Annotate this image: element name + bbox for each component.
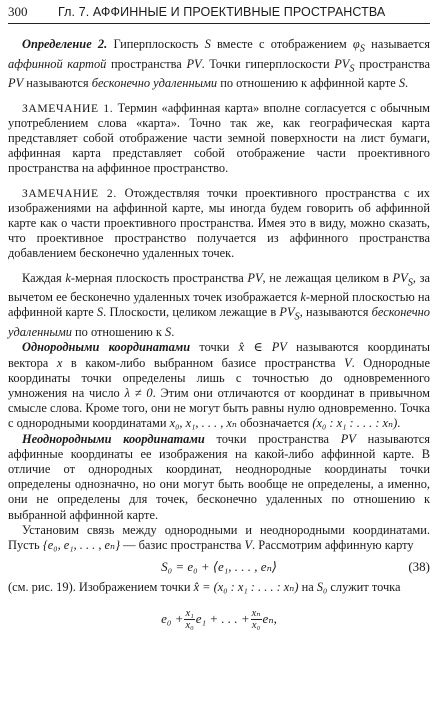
definition-2: Определение 2. Гиперплоскость S вместе с отображением $\varphi_S$ называется аффинной картой пространства PV. Точки гиперплоскости $PV_S$ пространства PV называются бесконечно удаленными по отношению к аффинной карте S. <box>8 37 430 91</box>
term-affine-map: аффинной картой <box>8 56 107 71</box>
term-homogeneous: Однородными координатами <box>22 340 191 355</box>
equation-number: (38) <box>408 559 430 575</box>
remark-2-label: ЗАМЕЧАНИЕ 2. <box>22 186 117 200</box>
fraction-xn-x0: $\frac{\text{xₙ}}{\text{x₀}}$ <box>251 607 261 631</box>
running-title: Гл. 7. АФФИННЫЕ И ПРОЕКТИВНЫЕ ПРОСТРАНСТВА <box>58 5 386 19</box>
remark-2: ЗАМЕЧАНИЕ 2. Отождествляя точки проективного пространства с их изображениями на аффинной карте, мы иногда будем говорить об аффинной карте как о части проективного пространства. Имея это в виду, можно сказать, что проективное пространство получается из аффинного пространства добавлением бесконечно удаленных точек. <box>8 185 430 261</box>
paragraph-homogeneous-coordinates: Однородными координатами точки x̂ ∈ PV называются координаты вектора x в каком-либо выбранном базисе пространства V. Однородные координаты точки определены лишь с точностью до одновременного умножения на число λ ≠ 0. Этим они отличаются от координат в привычном смысле слова. Кроме того, они не могут быть равны нулю одновременно. Точка с однородными координатами x₀, x₁, . . . , xₙ обозначается (x₀ : x₁ : . . . : xₙ). <box>8 340 431 431</box>
equation-38-body: S₀ = e₀ + ⟨e₁, . . . , eₙ⟩ <box>161 559 277 575</box>
paragraph-relation: Установим связь между однородными и неоднородными координатами. Пусть {e₀, e₁, . . . , eₙ} — базис пространства V. Рассмотрим аффинную карту <box>8 522 430 552</box>
fraction-x1-x0: $\frac{\text{x₁}}{\text{x₀}}$ <box>185 607 194 631</box>
paragraph-image-point: (см. рис. 19). Изображением точки x̂ = (x₀ : x₁ : . . . : xₙ) на S₀ служит точка <box>8 580 401 595</box>
paragraph-inhomogeneous-coordinates: Неоднородными координатами точки пространства PV называются аффинные координаты ее изображения на какой-либо аффинной карте. В отличие от однородных координат, неоднородные координаты точки определены однозначно, но они могут быть вообще не определены, а именно, они не определены для точек, бесконечно удаленных по отношению к выбранной аффинной карте. <box>8 431 430 522</box>
definition-label: Определение 2. <box>22 37 108 51</box>
page-number: 300 <box>8 4 28 19</box>
equation-38 <box>8 556 430 578</box>
remark-1-label: ЗАМЕЧАНИЕ 1. <box>22 101 114 115</box>
remark-1: ЗАМЕЧАНИЕ 1. Термин «аффинная карта» вполне согласуется с обычным употреблением слова «карта». Точно так же, как географическая карта представляет собой отображение части земной поверхности на лист бумаги, аффинная карта представляет собой отображение части проективного пространства на аффинное пространство. <box>8 100 430 176</box>
running-header <box>8 0 430 24</box>
term-infinitely-distant: бесконечно удаленными <box>91 76 218 91</box>
equation-image-point: e₀ + $\frac{\text{x₁}}{\text{x₀}}$ e₁ + . . . + $\frac{\text{xₙ}}{\text{x₀}}$ eₙ, <box>161 607 277 631</box>
term-inhomogeneous: Неоднородными координатами <box>22 431 205 446</box>
paragraph-k-planes: Каждая k-мерная плоскость пространства PV, не лежащая целиком в $PV_S$, за вычетом ее бесконечно удаленных точек изображается k-мерной плоскостью на аффинной карте S. Плоскости, целиком лежащие в $PV_S$, называются бесконечно удаленными по отношению к S. <box>8 270 431 340</box>
